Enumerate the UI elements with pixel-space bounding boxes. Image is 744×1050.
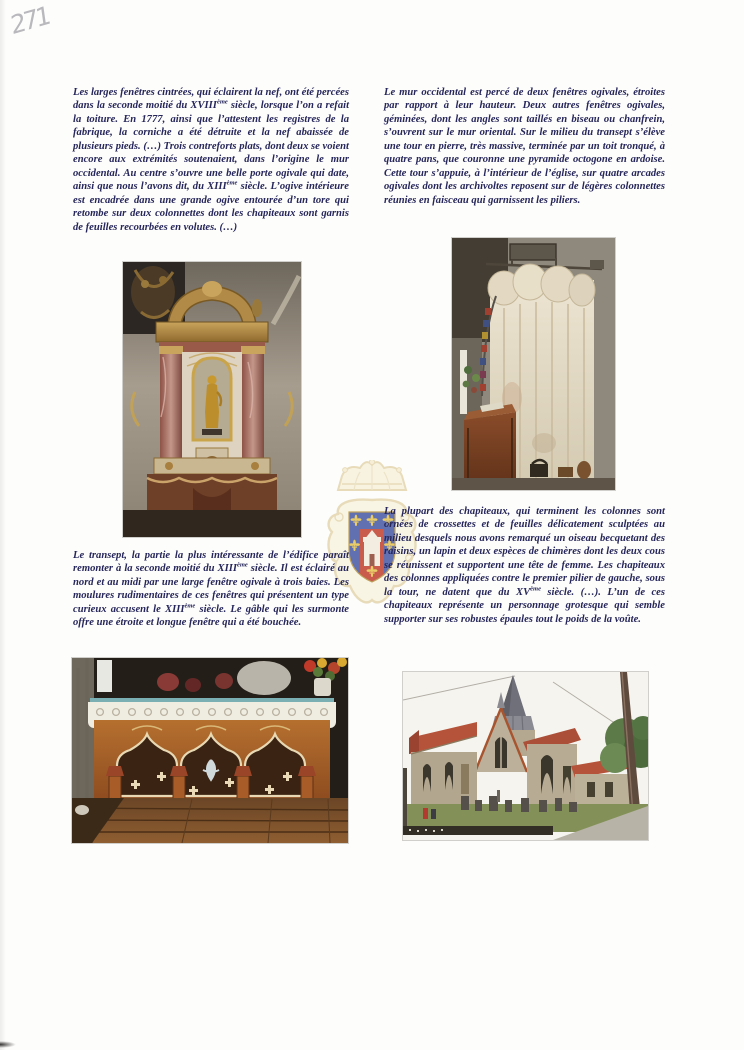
scan-corner-smudge [0, 1041, 16, 1048]
paragraph-text: siècle. (…). L’un de ces chapiteaux représente un personnage grotesque qui semble supporter sur ses robustes épaules tout le poids de la voûte. [384, 586, 666, 625]
altar-front [94, 720, 330, 798]
paragraph-left-2 [73, 549, 349, 630]
scan-edge-shadow [0, 0, 6, 1050]
photo-church-exterior [403, 672, 648, 840]
church-pillar-image [452, 238, 615, 490]
paragraph-right-2 [384, 505, 665, 626]
superscript: ème [236, 561, 248, 569]
paragraph-left-1 [73, 86, 349, 234]
wood-floor [72, 798, 348, 843]
photo-gothic-altar [72, 658, 348, 843]
superscript: ème [184, 602, 196, 610]
altar-retable-image [123, 262, 301, 537]
statue-niche [193, 358, 231, 440]
photo-church-pillar [452, 238, 615, 490]
paragraph-text: Le mur occidental est percé de deux fenêtres ogivales, étroites par rapport à leur hauteur. Deux autres fenêtres ogivales, géminées, dont les angles sont taillés en biseau ou chanfrein, s’ouvrent sur le mur oriental. Sur le milieu du transept s’élève une tour en pierre, très massive, terminée par un toit tronqué, à quatre pans, que couronne une pyramide octogone en ardoise. Cette tour s’appuie, à l’intérieur de l’église, sur quatre arcades ogivales dont les archivoltes reposent sur de légères colonnettes réunies en faisceau qui garnissent les piliers. [384, 87, 665, 206]
paragraph-text: La plupart des chapiteaux, qui terminent les colonnes sont ornées de crossettes et de feuilles délicatement sculptées au milieu desquels nous avons remarqué un oiseau becquetant des raisins, un lapin et deux espèces de chimères dont les deux cous se réunissent et supportent une tête de femme. Les chapiteaux des colonnes appliquées contre le premier pilier de gauche, sous la tour, ne datent que du XV [384, 506, 665, 598]
altar-table [147, 474, 277, 510]
church-exterior-image [403, 672, 648, 840]
paragraph-text: siècle, lorsque l’on a refait la toiture. En 1777, ainsi que l’attestent les registres de la fabrique, la corniche a été détruite et la nef abaissée de plusieurs pieds. (…) Trois contreforts plats, dont deux se voient encore aux extrémités soutenaient, dans l’origine le mur occidental. Au centre s’ouvre une belle porte ogivale qui date, ainsi que nous l’avons dit, du XIII [73, 100, 350, 193]
superscript: ème [226, 179, 238, 187]
paragraph-text: Le transept, la partie la plus intéressante de l’édifice paraît remonter à la seconde moitié du XIII [73, 550, 349, 575]
gothic-altar-image [72, 658, 348, 843]
choir [523, 728, 581, 812]
altar-top-edge [90, 698, 334, 702]
paragraph-text: siècle. Le gâble qui les surmonte offre une étroite et longue fenêtre qui a été bouchée. [73, 603, 349, 629]
paragraph-text: siècle. Il est éclairé au nord et au midi par une large fenêtre ogivale à trois baies. Les moulures rudimentaires de ces fenêtres qui présentent un type curieux accusent le XIII [73, 563, 349, 615]
left-edge-shadow [403, 768, 407, 826]
paragraph-right-1 [384, 86, 665, 207]
background-window [97, 660, 112, 692]
lectern [464, 402, 516, 490]
paragraph-text: siècle. L’ogive intérieure est encadrée dans une grande ogive entourée d’un tore qui retombe sur deux colonnettes dont les chapiteaux sont garnis de feuilles recourbées en volutes. (…) [73, 181, 350, 233]
superscript: ème [530, 585, 541, 593]
superscript: ème [216, 98, 228, 106]
paragraph-text: Les larges fenêtres cintrées, qui éclairent la nef, ont été percées dans la seconde moitié du XVIII [73, 87, 349, 112]
crown-icon [338, 460, 406, 490]
photo-altar-retable [123, 262, 301, 537]
handwritten-page-number: 271 [8, 0, 51, 41]
